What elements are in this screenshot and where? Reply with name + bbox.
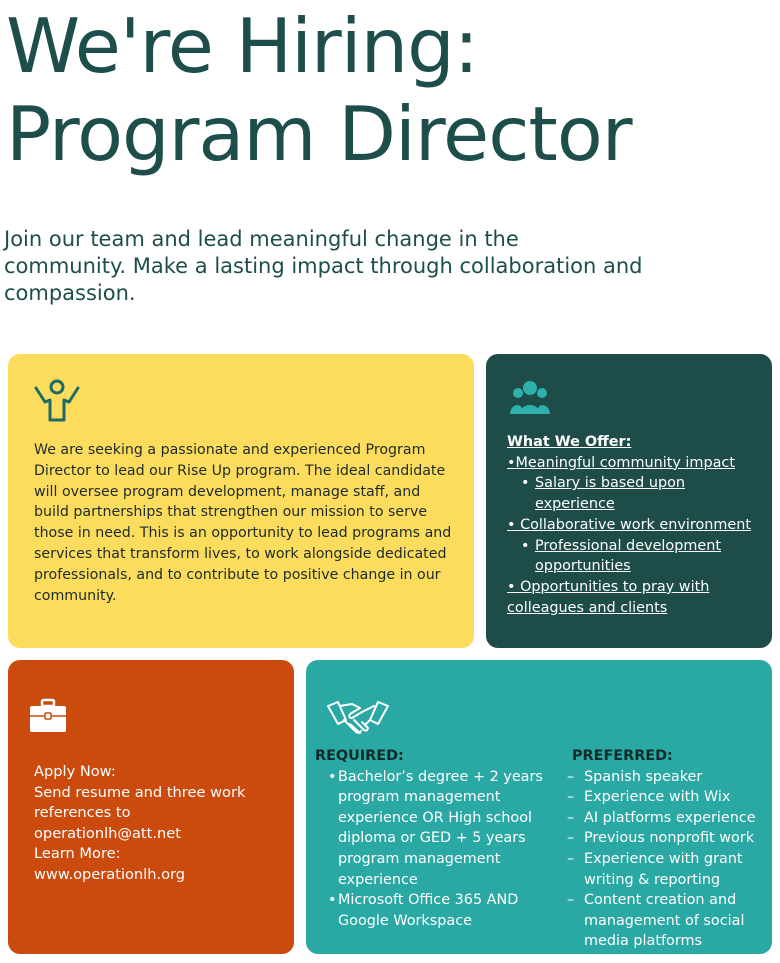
about-text: We are seeking a passionate and experienced Program Director to lead our Rise Up program. The ideal candidate will oversee program development, manage staff, and build partnerships that strengthen our mission to serve those in need. This is an opportunity to lead programs and services that transform lives, to work alongside dedicated professionals, and to contribute to positive change in our community. bbox=[34, 442, 452, 604]
preferred-item: – Experience with Wix bbox=[567, 789, 731, 806]
title-line-2: Program Director bbox=[6, 90, 632, 178]
about-card bbox=[8, 354, 474, 648]
apply-heading: Apply Now: bbox=[34, 763, 116, 780]
offer-card bbox=[486, 354, 772, 648]
person-raising-arms-icon bbox=[32, 378, 82, 428]
offer-item: • Salary is based upon experience bbox=[507, 473, 769, 514]
email-link[interactable]: operationlh@att.net bbox=[34, 824, 181, 842]
group-icon bbox=[508, 380, 552, 420]
preferred-heading: PREFERRED: bbox=[572, 748, 673, 764]
page-title bbox=[6, 2, 776, 178]
preferred-item: – Experience with grant writing & reporting bbox=[567, 850, 743, 888]
title-line-1: We're Hiring: bbox=[6, 2, 479, 90]
offer-item: • Professional development opportunities bbox=[507, 536, 769, 577]
offer-item: • Opportunities to pray with colleagues and clients bbox=[507, 578, 710, 616]
offer-heading: What We Offer: bbox=[507, 434, 632, 450]
required-list bbox=[315, 746, 560, 931]
required-item: • Bachelor’s degree + 2 years program management experience OR High school diploma or GED + 5 years program management experience bbox=[328, 768, 543, 888]
preferred-item: – Spanish speaker bbox=[567, 768, 703, 785]
requirements-card bbox=[306, 660, 772, 954]
offer-item: •Meaningful community impact bbox=[507, 454, 735, 471]
learn-more-heading: Learn More: bbox=[34, 845, 121, 863]
website-link[interactable]: www.operationlh.org bbox=[34, 865, 186, 883]
briefcase-icon bbox=[28, 698, 68, 738]
preferred-item: – Content creation and management of social media platforms bbox=[567, 892, 745, 950]
required-heading: REQUIRED: bbox=[315, 748, 404, 764]
subtitle: Join our team and lead meaningful change in the community. Make a lasting impact through collaboration and compassion. bbox=[4, 227, 643, 305]
offer-list bbox=[507, 432, 769, 618]
handshake-icon bbox=[326, 698, 390, 742]
apply-instructions: Send resume and three work references to bbox=[34, 783, 246, 822]
required-item: • Microsoft Office 365 AND Google Workspace bbox=[328, 892, 519, 929]
apply-info bbox=[34, 762, 284, 886]
apply-card bbox=[8, 660, 294, 954]
offer-item: • Collaborative work environment bbox=[507, 516, 752, 533]
preferred-list bbox=[565, 746, 771, 952]
preferred-item: – Previous nonprofit work bbox=[567, 830, 755, 847]
preferred-item: – AI platforms experience bbox=[567, 809, 756, 826]
